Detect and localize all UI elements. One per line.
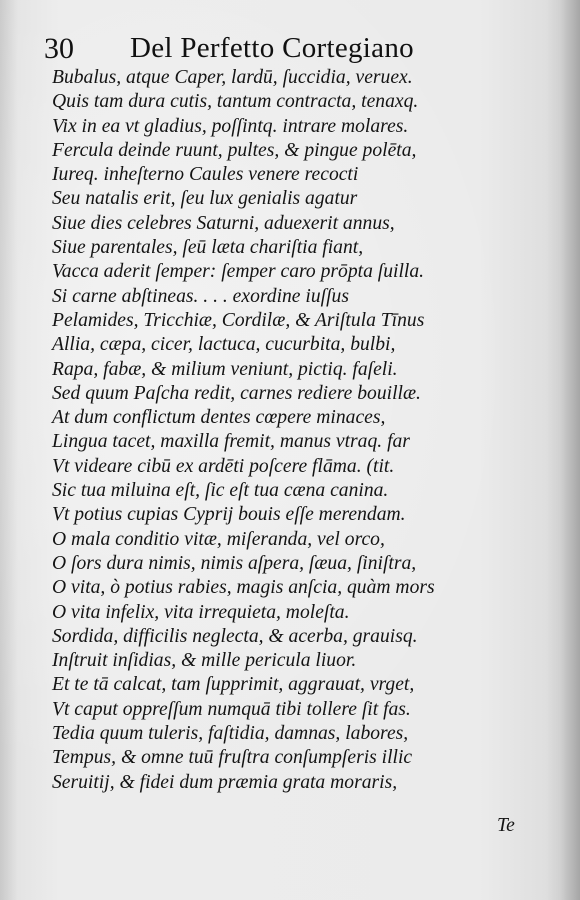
verse-line: Inſtruit inſidias, & mille pericula liuor. <box>52 650 357 672</box>
verse-line: Si carne abſtineas. . . . exordine iuſſus <box>52 285 349 307</box>
running-head: Del Perfetto Cortegiano <box>130 32 414 64</box>
verse-line: O ſors dura nimis, nimis aſpera, ſæua, ſiniſtra, <box>52 552 417 574</box>
verse-line: Fercula deinde ruunt, pultes, & pingue polēta, <box>52 139 417 161</box>
page-header <box>44 30 554 66</box>
verse-line: O vita, ò potius rabies, magis anſcia, quàm mors <box>52 577 435 599</box>
catchword: Te <box>497 815 515 836</box>
verse-line: Iureq. inheſterno Caules venere recocti <box>52 164 359 186</box>
verse-line: Seu natalis erit, ſeu lux genialis agatur <box>52 188 358 210</box>
page-number: 30 <box>44 32 74 65</box>
verse-line: Pelamides, Tricchiæ, Cordilæ, & Ariſtula Tīnus <box>52 309 425 331</box>
verse-line: O mala conditio vitæ, miſeranda, vel orco, <box>52 528 385 550</box>
verse-line: Vix in ea vt gladius, poſſintq. intrare molares. <box>52 115 409 137</box>
verse-line: Sordida, difficilis neglecta, & acerba, grauisq. <box>52 625 418 647</box>
verse-line: O vita infelix, vita irrequieta, moleſta. <box>52 601 350 623</box>
verse-line: Vt caput oppreſſum numquā tibi tollere ſit fas. <box>52 698 411 720</box>
verse-line: Tedia quum tuleris, faſtidia, damnas, labores, <box>52 723 409 745</box>
verse-line: Seruitij, & fidei dum præmia grata moraris, <box>52 771 398 793</box>
verse-line: Allia, cæpa, cicer, lactuca, cucurbita, bulbi, <box>52 334 396 356</box>
verse-line: Vt potius cupias Cyprij bouis eſſe merendam. <box>52 504 406 526</box>
verse-line: Et te tā calcat, tam ſupprimit, aggrauat, vrget, <box>52 674 415 696</box>
verse-line: At dum conflictum dentes cœpere minaces, <box>52 407 386 429</box>
verse-line: Vacca aderit ſemper: ſemper caro prōpta ſuilla. <box>52 261 425 283</box>
verse-line: Sic tua miluina eſt, ſic eſt tua cæna canina. <box>52 480 389 502</box>
verse-line: Bubalus, atque Caper, lardū, ſuccidia, veruex. <box>52 67 413 88</box>
verse-line: Sed quum Paſcha redit, carnes rediere bouillæ. <box>52 382 421 404</box>
verse-line: Lingua tacet, maxilla fremit, manus vtraq. far <box>52 431 410 453</box>
verse-line: Quis tam dura cutis, tantum contracta, tenaxq. <box>52 91 419 113</box>
verse-line: Siue dies celebres Saturni, aduexerit annus, <box>52 212 395 234</box>
verse-line: Rapa, fabæ, & milium veniunt, pictiq. faſeli. <box>52 358 398 380</box>
verse-line: Siue parentales, ſeū læta chariſtia fiant, <box>52 237 364 259</box>
verse-line: Vt videare cibū ex ardēti poſcere flāma. (tit. <box>52 455 395 477</box>
verse-text-block <box>52 66 557 795</box>
verse-line: Tempus, & omne tuū fruſtra conſumpſeris illic <box>52 747 413 769</box>
